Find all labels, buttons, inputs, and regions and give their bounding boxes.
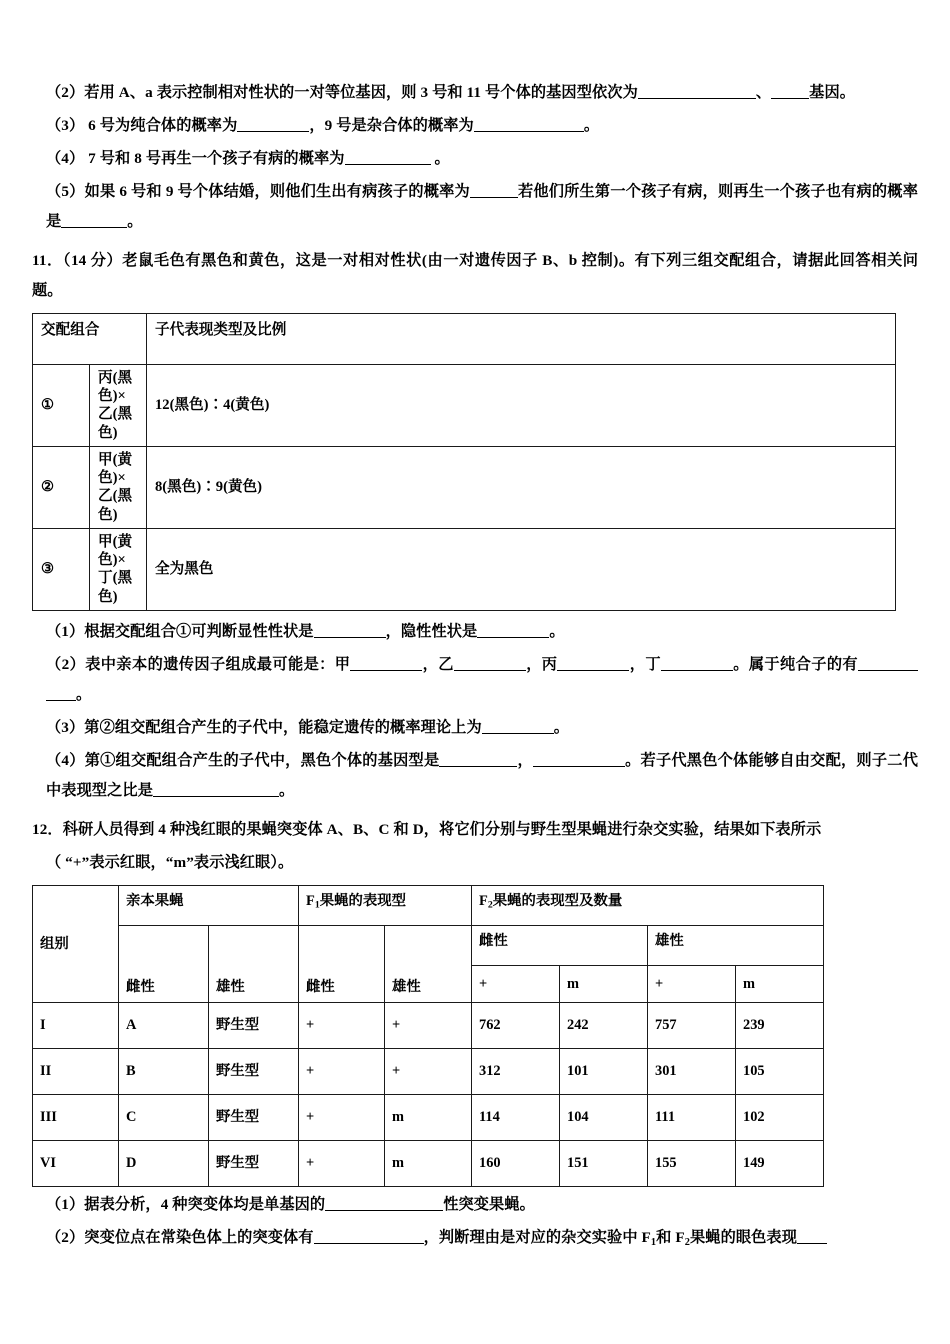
q11-item-1-text-c: 。 xyxy=(549,622,565,640)
table-row xyxy=(33,365,896,447)
cell-offspring: 全为黑色 xyxy=(147,528,896,610)
q11-item-4-text-a: 第①组交配组合产生的子代中，黑色个体的基因型是 xyxy=(84,751,440,769)
q11-item-2-text-a: 表中亲本的遗传因子组成最可能是：甲 xyxy=(85,655,351,673)
cell-group: II xyxy=(33,1048,119,1094)
q10-item-5-text-a: 如果 6 号和 9 号个体结婚，则他们生出有病孩子的概率为 xyxy=(84,183,470,200)
q11-item-2-text-f: 。 xyxy=(76,685,92,703)
q11-item-3-text-b: 。 xyxy=(553,718,570,736)
header-f2-phenotype-count xyxy=(472,885,824,925)
q10-item-3-text-b: ，9 号是杂合体的概率为 xyxy=(309,117,474,134)
q10-item-3 xyxy=(32,111,918,141)
cell-f2-male-plus: 301 xyxy=(648,1048,736,1094)
answer-blank[interactable] xyxy=(454,656,526,671)
q12-f1-sub: 1 xyxy=(650,1236,657,1248)
q10-item-2-text-b: 、 xyxy=(755,84,772,101)
cell-f1-female: + xyxy=(299,1140,385,1186)
cell-f1-male: m xyxy=(385,1140,472,1186)
q11-item-1 xyxy=(32,617,918,647)
cell-f1-male: + xyxy=(385,1002,472,1048)
cell-f1-male: m xyxy=(385,1094,472,1140)
q10-item-5 xyxy=(32,177,918,237)
table-row xyxy=(33,1002,824,1048)
q11-stem-text: 老鼠毛色有黑色和黄色，这是一对相对性状(由一对遗传因子 B、b 控制)。有下列三组交配组合，请据此回答相关问题。 xyxy=(32,252,919,299)
q12-item-1-text-a: 据表分析，4 种突变体均是单基因的 xyxy=(84,1195,326,1213)
header-cross-combination: 交配组合 xyxy=(33,314,147,365)
cell-f2-male-m: 239 xyxy=(736,1002,824,1048)
q11-item-2-text-d: ，丁 xyxy=(629,655,661,673)
header-f2-male-plus: + xyxy=(648,965,736,1002)
cell-cross: 甲(黄色)×丁(黑色) xyxy=(90,528,147,610)
q11-item-4 xyxy=(32,746,918,806)
q10-item-3-text-c: 。 xyxy=(583,117,600,134)
cell-offspring: 8(黑色)∶9(黄色) xyxy=(147,446,896,528)
cell-cross: 甲(黄色)×乙(黑色) xyxy=(90,446,147,528)
q11-item-4-text-c: 。若子代黑色个体能够自由交配，则子二代中表现型之比是 xyxy=(46,751,918,799)
drosophila-cross-table xyxy=(32,885,824,1187)
question-12-block xyxy=(32,815,918,1258)
q12-item-2-text-d: 果蝇的眼色表现 xyxy=(690,1228,798,1246)
q12-stem-line-2 xyxy=(32,848,918,878)
answer-blank[interactable] xyxy=(771,84,809,99)
cell-combination-no: ② xyxy=(33,446,90,528)
header-group: 组别 xyxy=(33,885,119,1002)
cross-combination-table xyxy=(32,313,896,611)
cell-group: VI xyxy=(33,1140,119,1186)
f1-label-sub: 1 xyxy=(314,899,320,911)
q11-item-2-text-b: ，乙 xyxy=(422,655,454,673)
answer-blank[interactable] xyxy=(439,752,517,767)
q11-item-2-text-c: ，丙 xyxy=(525,655,558,673)
table-row xyxy=(33,528,896,610)
cell-parent-female: C xyxy=(119,1094,209,1140)
header-f2-female-m: m xyxy=(560,965,648,1002)
answer-blank[interactable] xyxy=(314,1229,424,1244)
q12-item-2-text-a: 突变位点在常染色体上的突变体有 xyxy=(84,1228,314,1246)
header-f2-male-m: m xyxy=(736,965,824,1002)
cell-f2-female-m: 104 xyxy=(560,1094,648,1140)
table-row xyxy=(33,1140,824,1186)
q10-item-2-label: （2） xyxy=(46,84,85,101)
q11-item-3 xyxy=(32,713,918,743)
cell-group: I xyxy=(33,1002,119,1048)
table-row xyxy=(33,446,896,528)
q10-item-5-label: （5） xyxy=(46,183,85,200)
answer-blank[interactable] xyxy=(557,656,629,671)
cell-f1-female: + xyxy=(299,1094,385,1140)
q12-item-2-text-b: ，判断理由是对应的杂交实验中 F xyxy=(423,1228,651,1246)
f2-label-prefix: F xyxy=(479,892,488,909)
q11-item-1-label: （1） xyxy=(46,622,85,640)
table-row xyxy=(33,1094,824,1140)
cell-combination-no: ③ xyxy=(33,528,90,610)
q10-item-4-label: （4） xyxy=(46,150,85,167)
cell-parent-male: 野生型 xyxy=(209,1048,299,1094)
cell-parent-female: A xyxy=(119,1002,209,1048)
q12-item-2 xyxy=(32,1223,918,1258)
header-f1-male: 雄性 xyxy=(385,925,472,1002)
q12-stem-text: 科研人员得到 4 种浅红眼的果蝇突变体 A、B、C 和 D，将它们分别与野生型果蝇进行杂交实验，结果如下表所示 xyxy=(62,820,822,838)
cell-combination-no: ① xyxy=(33,365,90,447)
cell-f2-female-plus: 312 xyxy=(472,1048,560,1094)
cell-f2-male-m: 102 xyxy=(736,1094,824,1140)
q10-item-5-text-b: 若他们所生第一个孩子有病，则再生一个孩子也有病的概率是 xyxy=(46,183,918,230)
q10-item-3-label: （3） xyxy=(46,117,85,134)
q11-stem xyxy=(32,246,918,306)
f2-label-sub: 2 xyxy=(487,899,493,911)
cell-group: III xyxy=(33,1094,119,1140)
cell-f1-male: + xyxy=(385,1048,472,1094)
q11-item-4-label: （4） xyxy=(46,751,85,769)
table-header-row xyxy=(33,314,896,365)
q11-item-1-text-b: ，隐性性状是 xyxy=(385,622,478,640)
q12-f2-sub: 2 xyxy=(684,1236,690,1248)
q12-item-2-label: （2） xyxy=(46,1228,85,1246)
q12-legend-m: “m”表示浅红眼）。 xyxy=(165,853,294,871)
cell-f2-male-m: 149 xyxy=(736,1140,824,1186)
header-parent-flies: 亲本果蝇 xyxy=(119,885,299,925)
header-f1-phenotype xyxy=(299,885,472,925)
q10-item-5-text-c: 。 xyxy=(127,213,143,230)
cell-f2-male-plus: 111 xyxy=(648,1094,736,1140)
q12-item-1-label: （1） xyxy=(46,1195,85,1213)
answer-blank[interactable] xyxy=(482,719,554,734)
q11-item-2-label: （2） xyxy=(46,655,86,673)
q11-item-2 xyxy=(32,650,918,710)
q10-item-4-text-b: 。 xyxy=(430,150,450,167)
q12-item-1 xyxy=(32,1190,918,1220)
q12-stem-line-1 xyxy=(32,815,918,845)
q11-item-3-label: （3） xyxy=(46,718,85,736)
q10-item-3-text-a: 6 号为纯合体的概率为 xyxy=(84,117,238,134)
cell-parent-male: 野生型 xyxy=(209,1094,299,1140)
q11-score: （14 分） xyxy=(62,252,123,269)
answer-blank[interactable] xyxy=(858,656,918,671)
answer-blank[interactable] xyxy=(661,656,733,671)
page-content xyxy=(32,78,918,1261)
cell-f2-female-m: 151 xyxy=(560,1140,648,1186)
header-f2-female-plus: + xyxy=(472,965,560,1002)
answer-blank[interactable] xyxy=(153,782,279,797)
table-row xyxy=(33,1048,824,1094)
answer-blank[interactable] xyxy=(350,656,422,671)
answer-blank[interactable] xyxy=(797,1229,827,1244)
q10-item-2 xyxy=(32,78,918,108)
q12-legend-plus: （ “+”表示红眼， xyxy=(46,853,166,871)
q11-item-4-text-d: 。 xyxy=(279,781,295,799)
cell-parent-female: D xyxy=(119,1140,209,1186)
answer-blank[interactable] xyxy=(345,150,431,165)
answer-blank[interactable] xyxy=(46,686,76,701)
answer-blank[interactable] xyxy=(470,183,518,198)
cell-cross: 丙(黑色)×乙(黑色) xyxy=(90,365,147,447)
cell-f2-female-plus: 114 xyxy=(472,1094,560,1140)
f1-label-suffix: 果蝇的表现型 xyxy=(319,892,407,909)
cell-f2-male-plus: 757 xyxy=(648,1002,736,1048)
cell-f1-female: + xyxy=(299,1002,385,1048)
f1-label-prefix: F xyxy=(306,892,315,909)
cell-f2-male-plus: 155 xyxy=(648,1140,736,1186)
q11-item-4-text-b: ， xyxy=(517,751,533,769)
cell-f2-female-m: 242 xyxy=(560,1002,648,1048)
answer-blank[interactable] xyxy=(61,213,127,228)
answer-blank[interactable] xyxy=(533,752,625,767)
cell-f1-female: + xyxy=(299,1048,385,1094)
answer-blank[interactable] xyxy=(477,623,549,638)
f2-label-suffix: 果蝇的表现型及数量 xyxy=(492,892,623,909)
cell-offspring: 12(黑色)∶4(黄色) xyxy=(147,365,896,447)
cell-parent-female: B xyxy=(119,1048,209,1094)
header-offspring-types: 子代表现类型及比例 xyxy=(147,314,896,365)
table-header-row-2 xyxy=(33,925,824,965)
q11-item-2-text-e: 。属于纯合子的有 xyxy=(732,655,859,673)
cell-f2-female-plus: 160 xyxy=(472,1140,560,1186)
q11-number: 11． xyxy=(32,252,63,269)
cell-parent-male: 野生型 xyxy=(209,1002,299,1048)
q12-number: 12． xyxy=(32,820,63,838)
q10-item-2-text-a: 若用 A、a 表示控制相对性状的一对等位基因，则 3 号和 11 号个体的基因型依次为 xyxy=(84,84,638,101)
q10-item-2-text-c: 基因。 xyxy=(809,84,856,101)
cell-f2-male-m: 105 xyxy=(736,1048,824,1094)
header-f2-female: 雌性 xyxy=(472,925,648,965)
q12-item-2-text-c: 和 F xyxy=(656,1228,685,1246)
question-10-continued-block xyxy=(32,78,918,237)
cell-f2-female-m: 101 xyxy=(560,1048,648,1094)
answer-blank[interactable] xyxy=(325,1196,443,1211)
table-header-row-1 xyxy=(33,885,824,925)
header-parent-female: 雌性 xyxy=(119,925,209,1002)
answer-blank[interactable] xyxy=(474,117,584,132)
answer-blank[interactable] xyxy=(237,117,309,132)
q12-item-1-text-b: 性突变果蝇。 xyxy=(443,1195,535,1213)
header-f2-male: 雄性 xyxy=(648,925,824,965)
cell-parent-male: 野生型 xyxy=(209,1140,299,1186)
header-parent-male: 雄性 xyxy=(209,925,299,1002)
answer-blank[interactable] xyxy=(638,84,756,99)
q10-item-4-text-a: 7 号和 8 号再生一个孩子有病的概率为 xyxy=(84,150,345,167)
answer-blank[interactable] xyxy=(314,623,386,638)
question-11-block xyxy=(32,246,918,806)
q11-item-3-text-a: 第②组交配组合产生的子代中，能稳定遗传的概率理论上为 xyxy=(84,718,482,736)
header-f1-female: 雌性 xyxy=(299,925,385,1002)
q11-item-1-text-a: 根据交配组合①可判断显性性状是 xyxy=(84,622,314,640)
cell-f2-female-plus: 762 xyxy=(472,1002,560,1048)
q10-item-4 xyxy=(32,144,918,174)
